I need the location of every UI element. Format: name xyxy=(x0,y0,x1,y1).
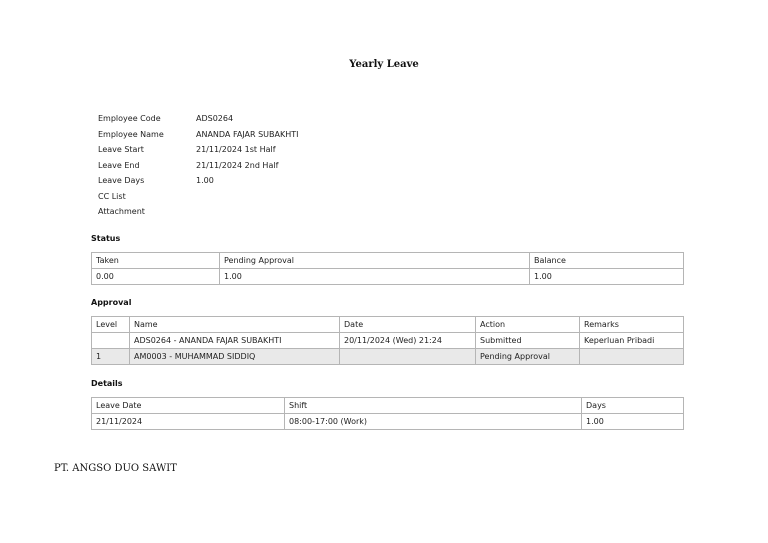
column-header: Pending Approval xyxy=(220,253,530,269)
info-row-employee-code xyxy=(98,111,298,127)
info-value: ANANDA FAJAR SUBAKHTI xyxy=(196,129,299,139)
table-cell: 1.00 xyxy=(220,269,530,285)
info-row-cc-list xyxy=(98,189,298,205)
info-row-attachment xyxy=(98,204,298,220)
info-label: Leave Days xyxy=(98,176,145,186)
table-row xyxy=(92,333,684,349)
info-row-employee-name xyxy=(98,127,298,143)
info-value: 21/11/2024 1st Half xyxy=(196,145,276,155)
table-row xyxy=(92,269,684,285)
info-label: Leave End xyxy=(98,160,140,170)
column-header: Action xyxy=(476,317,580,333)
info-label: Attachment xyxy=(98,207,145,217)
status-table xyxy=(91,252,684,285)
table-header-row xyxy=(92,253,684,269)
status-section-title: Status xyxy=(91,234,121,243)
info-row-leave-end xyxy=(98,158,298,174)
table-cell xyxy=(340,349,476,365)
info-row-leave-start xyxy=(98,142,298,158)
table-header-row xyxy=(92,398,684,414)
table-cell: 0.00 xyxy=(92,269,220,285)
column-header: Level xyxy=(92,317,130,333)
column-header: Shift xyxy=(285,398,582,414)
table-cell: Pending Approval xyxy=(476,349,580,365)
info-label: Leave Start xyxy=(98,145,144,155)
table-cell: 20/11/2024 (Wed) 21:24 xyxy=(340,333,476,349)
info-label: Employee Name xyxy=(98,129,164,139)
column-header: Leave Date xyxy=(92,398,285,414)
table-cell xyxy=(580,349,684,365)
table-row xyxy=(92,349,684,365)
info-label: CC List xyxy=(98,191,126,201)
info-value: 1.00 xyxy=(196,176,214,186)
table-row xyxy=(92,414,684,430)
table-header-row xyxy=(92,317,684,333)
info-row-leave-days xyxy=(98,173,298,189)
column-header: Remarks xyxy=(580,317,684,333)
column-header: Name xyxy=(130,317,340,333)
table-cell: Keperluan Pribadi xyxy=(580,333,684,349)
table-cell xyxy=(92,333,130,349)
column-header: Taken xyxy=(92,253,220,269)
column-header: Balance xyxy=(530,253,684,269)
table-cell: 21/11/2024 xyxy=(92,414,285,430)
approval-section-title: Approval xyxy=(91,298,132,307)
info-value: ADS0264 xyxy=(196,114,234,124)
table-cell: ADS0264 - ANANDA FAJAR SUBAKHTI xyxy=(130,333,340,349)
page-title: Yearly Leave xyxy=(349,59,419,70)
table-cell: 1.00 xyxy=(530,269,684,285)
column-header: Date xyxy=(340,317,476,333)
approval-table xyxy=(91,316,684,365)
details-section-title: Details xyxy=(91,379,123,388)
employee-info xyxy=(98,111,298,220)
table-cell: AM0003 - MUHAMMAD SIDDIQ xyxy=(130,349,340,365)
table-cell: Submitted xyxy=(476,333,580,349)
table-cell: 1 xyxy=(92,349,130,365)
details-table xyxy=(91,397,684,430)
table-cell: 1.00 xyxy=(582,414,684,430)
table-cell: 08:00-17:00 (Work) xyxy=(285,414,582,430)
info-value: 21/11/2024 2nd Half xyxy=(196,160,279,170)
info-label: Employee Code xyxy=(98,114,161,124)
column-header: Days xyxy=(582,398,684,414)
company-name: PT. ANGSO DUO SAWIT xyxy=(54,463,177,474)
